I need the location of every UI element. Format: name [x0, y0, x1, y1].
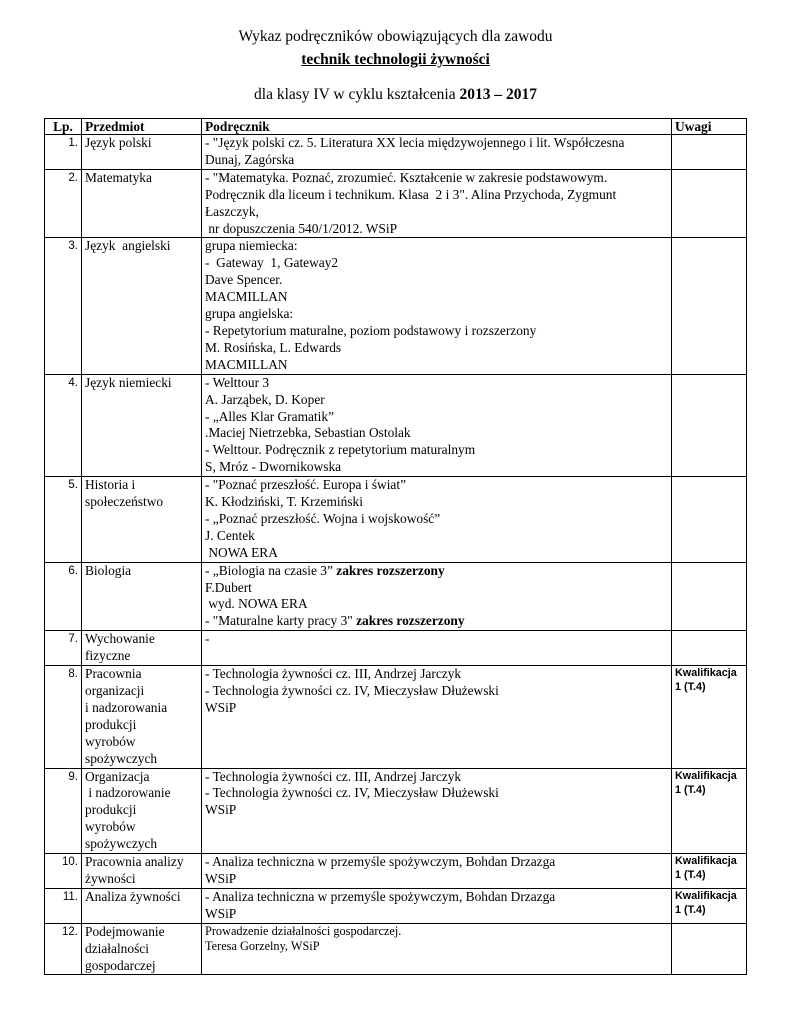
textbook-line: J. Centek [205, 527, 255, 543]
table-row [45, 238, 747, 374]
subject-line: i nadzorowanie [85, 785, 171, 801]
subject-line: działalności [85, 940, 149, 956]
table-row [45, 666, 747, 768]
textbook-line: - Repetytorium maturalne, poziom podstawowy i rozszerzony [205, 322, 537, 338]
subject-line: wyrobów [85, 733, 136, 749]
scope-emphasis: zakres rozszerzony [356, 613, 465, 629]
row-number: 10. [45, 854, 82, 889]
notes-cell [672, 666, 747, 768]
textbook-cell [202, 854, 672, 889]
qualification-note: Kwalifikacja [675, 769, 737, 782]
row-number: 9. [45, 768, 82, 854]
textbook-line: - Welttour 3 [205, 374, 270, 390]
textbook-line: Łaszczyk, [205, 203, 259, 219]
subject-line: Matematyka [85, 169, 152, 185]
subject-line: Wychowanie [85, 631, 155, 647]
row-number: 11. [45, 888, 82, 923]
textbook-line: - [205, 631, 210, 647]
table-row [45, 768, 747, 854]
textbook-line: - „Poznać przeszłość. Wojna i wojskowość” [205, 510, 441, 526]
document-title: Wykaz podręczników obowiązujących dla zawodu [238, 28, 553, 45]
textbook-line: MACMILLAN [205, 356, 288, 372]
profession-name: technik technologii żywności [301, 51, 490, 68]
notes-cell [672, 768, 747, 854]
textbook-line: - Gateway 1, Gateway2 [205, 255, 339, 271]
textbook-cell [202, 923, 672, 975]
subject-line: Analiza żywności [85, 888, 181, 904]
textbook-cell [202, 562, 672, 631]
qualification-note: Kwalifikacja [675, 667, 737, 680]
subject-line: Historia i [85, 477, 136, 493]
subject-cell [82, 477, 202, 563]
subject-line: Pracownia analizy [85, 854, 184, 870]
textbook-line [205, 596, 668, 613]
textbook-line: MACMILLAN [205, 289, 288, 305]
subject-line: Organizacja [85, 768, 150, 784]
row-number: 2. [45, 169, 82, 238]
textbook-line: WSiP [205, 699, 237, 715]
subject-cell [82, 169, 202, 238]
textbook-line: .Maciej Nietrzebka, Sebastian Ostolak [205, 425, 411, 441]
textbook-cell [202, 631, 672, 666]
notes-cell [672, 169, 747, 238]
textbook-line: NOWA ERA [205, 544, 278, 560]
subject-cell [82, 631, 202, 666]
subject-line: gospodarczej [85, 957, 156, 973]
textbook-line: - Technologia żywności cz. IV, Mieczysław Dłużewski [205, 785, 499, 801]
row-number: 8. [45, 666, 82, 768]
notes-cell [672, 374, 747, 476]
subject-cell [82, 135, 202, 170]
table-row [45, 923, 747, 975]
textbook-line: - "Język polski cz. 5. Literatura XX lecia międzywojennego i lit. Współczesna [205, 135, 625, 150]
row-number: 6. [45, 562, 82, 631]
table-row [45, 169, 747, 238]
table-row [45, 135, 747, 170]
subject-line: Podejmowanie [85, 923, 165, 939]
notes-cell [672, 477, 747, 563]
subject-line: produkcji [85, 802, 137, 818]
subject-line: spożywczych [85, 836, 158, 852]
textbook-line: WSiP [205, 905, 237, 921]
table-row [45, 631, 747, 666]
textbook-line: - Welttour. Podręcznik z repetytorium maturalnym [205, 442, 476, 458]
textbook-line: K. Kłodziński, T. Krzemiński [205, 494, 363, 510]
textbook-line: grupa angielska: [205, 306, 294, 322]
textbook-cell [202, 169, 672, 238]
notes-cell [672, 923, 747, 975]
textbook-line-text: F.Dubert [205, 579, 252, 595]
textbook-line-text: - „Biologia na czasie 3” [205, 562, 337, 578]
textbook-line: WSiP [205, 802, 237, 818]
subject-line: Język niemiecki [85, 374, 172, 390]
textbook-table [44, 118, 747, 975]
class-cycle-prefix: dla klasy IV w cyklu kształcenia [254, 86, 460, 103]
notes-cell [672, 238, 747, 374]
table-row [45, 562, 747, 631]
notes-cell [672, 888, 747, 923]
textbook-line: Dave Spencer. [205, 272, 283, 288]
subject-line: Język angielski [85, 238, 171, 254]
row-number: 7. [45, 631, 82, 666]
column-header-textbook: Podręcznik [202, 119, 672, 135]
row-number: 5. [45, 477, 82, 563]
textbook-line [205, 613, 668, 630]
subject-line: fizyczne [85, 648, 131, 664]
subject-cell [82, 923, 202, 975]
textbook-line: Prowadzenie działalności gospodarczej. [205, 923, 402, 938]
notes-cell [672, 631, 747, 666]
qualification-note: 1 (T.4) [675, 903, 706, 916]
class-cycle-line [0, 86, 791, 104]
textbook-line: Podręcznik dla liceum i technikum. Klasa 2 i 3". Alina Przychoda, Zygmunt [205, 186, 617, 202]
subject-line: wyrobów [85, 819, 136, 835]
textbook-cell [202, 888, 672, 923]
column-header-notes: Uwagi [672, 119, 747, 135]
subject-cell [82, 666, 202, 768]
subject-cell [82, 238, 202, 374]
scope-emphasis: zakres rozszerzony [336, 562, 445, 578]
textbook-line: S, Mróz - Dwornikowska [205, 459, 342, 475]
subject-line: produkcji [85, 716, 137, 732]
subject-line: organizacji [85, 683, 145, 698]
subject-cell [82, 854, 202, 889]
subject-line: żywności [85, 870, 136, 886]
qualification-note: Kwalifikacja [675, 855, 737, 868]
subject-line: i nadzorowania [85, 699, 168, 715]
table-row [45, 888, 747, 923]
cycle-years: 2013 – 2017 [459, 86, 537, 103]
column-header-subject: Przedmiot [82, 119, 202, 135]
column-header-lp: Lp. [45, 119, 82, 135]
textbook-line: A. Jarząbek, D. Koper [205, 391, 325, 407]
textbook-line: grupa niemiecka: [205, 238, 298, 254]
subject-line: społeczeństwo [85, 494, 164, 510]
qualification-note: Kwalifikacja [675, 889, 737, 902]
table-header-row [45, 119, 747, 135]
textbook-line: - Technologia żywności cz. III, Andrzej Jarczyk [205, 666, 462, 682]
qualification-note: 1 (T.4) [675, 681, 706, 694]
textbook-line: Dunaj, Zagórska [205, 151, 295, 167]
textbook-cell [202, 477, 672, 563]
table-row [45, 854, 747, 889]
textbook-cell [202, 768, 672, 854]
textbook-line: - "Poznać przeszłość. Europa i świat” [205, 477, 407, 493]
textbook-line-text: wyd. NOWA ERA [205, 596, 308, 612]
textbook-line: Teresa Gorzelny, WSiP [205, 939, 320, 954]
table-body [45, 135, 747, 975]
notes-cell [672, 135, 747, 170]
notes-cell [672, 854, 747, 889]
textbook-line: - Analiza techniczna w przemyśle spożywczym, Bohdan Drzazga [205, 888, 556, 904]
notes-cell [672, 562, 747, 631]
subject-line: spożywczych [85, 750, 158, 766]
textbook-line: - "Matematyka. Poznać, zrozumieć. Kształcenie w zakresie podstawowym. [205, 169, 608, 185]
qualification-note: 1 (T.4) [675, 869, 706, 882]
row-number: 12. [45, 923, 82, 975]
textbook-cell [202, 135, 672, 170]
subject-line: Biologia [85, 562, 132, 578]
textbook-line: M. Rosińska, L. Edwards [205, 339, 342, 355]
textbook-line-text: - "Maturalne karty pracy 3" [205, 613, 357, 629]
row-number: 4. [45, 374, 82, 476]
subject-cell [82, 562, 202, 631]
subject-cell [82, 888, 202, 923]
textbook-line: WSiP [205, 870, 237, 886]
textbook-line [205, 580, 668, 597]
row-number: 3. [45, 238, 82, 374]
textbook-line: - Technologia żywności cz. III, Andrzej Jarczyk [205, 768, 462, 784]
subject-cell [82, 374, 202, 476]
textbook-cell [202, 666, 672, 768]
table-row [45, 477, 747, 563]
textbook-line: - Technologia żywności cz. IV, Mieczysław Dłużewski [205, 683, 499, 698]
row-number: 1. [45, 135, 82, 170]
qualification-note: 1 (T.4) [675, 783, 706, 796]
table-row [45, 374, 747, 476]
subject-line: Pracownia [85, 666, 142, 682]
subject-cell [82, 768, 202, 854]
textbook-line: nr dopuszczenia 540/1/2012. WSiP [205, 220, 398, 236]
textbook-line [205, 563, 668, 580]
textbook-cell [202, 374, 672, 476]
subject-line: Język polski [85, 135, 152, 150]
textbook-line: - „Alles Klar Gramatik” [205, 408, 335, 424]
textbook-line: - Analiza techniczna w przemyśle spożywczym, Bohdan Drzazga [205, 854, 556, 870]
textbook-cell [202, 238, 672, 374]
